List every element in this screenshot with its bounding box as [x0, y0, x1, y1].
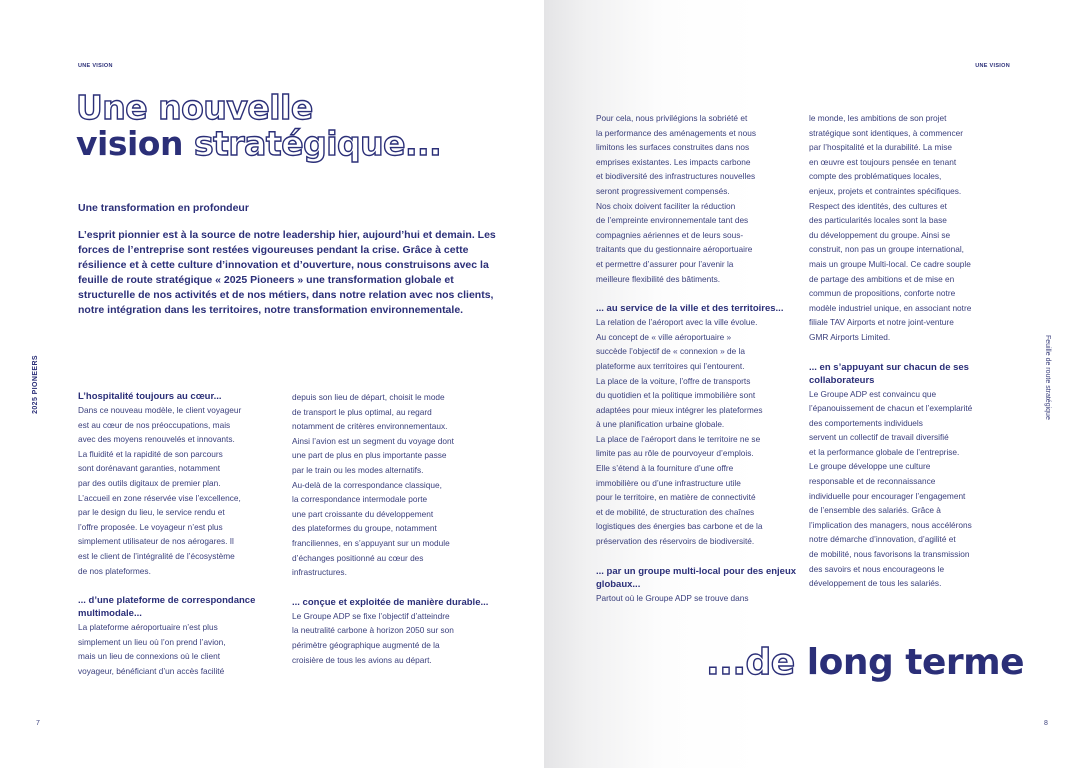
paragraph-multi-local: Partout où le Groupe ADP se trouve dans — [596, 592, 749, 603]
heading-durable: ... conçue et exploitée de manière durable... — [292, 596, 489, 608]
heading-territoires: ... au service de la ville et des territoires... — [596, 303, 784, 315]
section-tag: UNE VISION — [78, 63, 113, 69]
title-outline-word: stratégique... — [193, 124, 442, 163]
section-tag: UNE VISION — [975, 63, 1010, 69]
heading-collaborateurs: ... en s’appuyant sur chacun de ses collaborateurs — [809, 361, 969, 386]
intro-paragraph: L’esprit pionnier est à la source de notre leadership hier, aujourd’hui et demain. Les forces de l’entreprise sont restées vigoureuses pendant la crise. Grâce à cette résilience et à cette culture d’innovation et d’ouverture, nous construisons avec la feuille de route stratégique « 2025 Pioneers » une transformation globale et structurelle de nos activités et de nos métiers, dans notre relation avec nos clients, notre intégration dans les territoires, notre transformation environnementale. — [78, 229, 496, 316]
title-solid-word: vision — [76, 124, 183, 163]
closing-outline-word: ...de — [706, 642, 795, 683]
subtitle: Une transformation en profondeur — [78, 202, 249, 214]
side-label-2025-pioneers: 2025 PIONEERS — [32, 355, 39, 414]
paragraph-multimodale: La plateforme aéroportuaire n’est plus simplement un lieu où l’on prend l’avion, mais un lieu de connexions où le client voyageur, bénéficiant d’un accès facilité — [78, 622, 226, 676]
paragraph-hospitalite: Dans ce nouveau modèle, le client voyageur est au cœur de nos préoccupations, mais avec des moyens renouvelés et innovants. La fluidité et la rapidité de son parcours sont dorénavant garanties, notamment par des outils digitaux de premier plan. L’accueil en zone réservée vise l’excellence, par le design du lieu, le service rendu et l’offre proposée. Le voyageur n’est plus simplement utilisateur de nos aérogares. Il est le client de l’intégralité de l’écosystème de nos plateformes. — [78, 405, 242, 576]
paragraph-sobriete: Pour cela, nous privilégions la sobriété et la performance des aménagements et nous limitons les surfaces construites dans nos emprises existantes. Les impacts carbone et biodiversité des infrastructures nouvelles seront progressivement compensés. Nos choix doivent faciliter la réduction de l’empreinte environnementale tant des compagnies aériennes et de leurs sous- traitants que du gestionnaire aéroportuaire et permettre d’assurer pour l’avenir la meilleure flexibilité des bâtiments. — [596, 113, 757, 284]
heading-hospitalite: L’hospitalité toujours au cœur... — [78, 391, 222, 402]
heading-multimodale: ... d’une plateforme de correspondance multimodale... — [78, 595, 256, 620]
page-number: 8 — [1044, 720, 1048, 727]
paragraph-multi-local-cont: le monde, les ambitions de son projet stratégique sont identiques, à commencer par l’hospitalité et la durabilité. La mise en œuvre est toujours pensée en tenant compte des problématiques locales, enjeux, projets et contraintes spécifiques. Respect des identités, des cultures et des particularités locales sont la base du développement du groupe. Ainsi se construit, non pas un groupe international, mais un groupe Multi-local. Ce cadre souple de partage des ambitions et de mise en commun de propositions, conforte notre modèle industriel unique, en associant notre filiale TAV Airports et notre joint-venture GMR Airports Limited. — [809, 113, 972, 342]
title-line1: Une nouvelle — [76, 88, 313, 127]
heading-multi-local: ... par un groupe multi-local pour des enjeux globaux... — [596, 565, 797, 590]
column-4 — [809, 111, 1019, 591]
column-2 — [292, 390, 512, 667]
page-title — [76, 90, 516, 162]
page-number: 7 — [36, 720, 40, 727]
paragraph-multimodale-cont: depuis son lieu de départ, choisit le mode de transport le plus optimal, au regard notamment de critères environnementaux. Ainsi l’avion est un segment du voyage dont une part de plus en plus importante passe par le train ou les modes alternatifs. Au-delà de la correspondance classique, la correspondance intermodale porte une part croissante du développement des plateformes du groupe, notamment franciliennes, en s’appuyant sur un module d’échanges positionné au cœur des infrastructures. — [292, 392, 454, 578]
closing-solid-words: long terme — [806, 642, 1025, 683]
side-label-feuille-de-route: Feuille de route stratégique — [1044, 335, 1051, 420]
column-3 — [596, 111, 804, 605]
paragraph-durable: Le Groupe ADP se fixe l’objectif d’atteindre la neutralité carbone à horizon 2050 sur son périmètre géographique augmenté de la croisière de tous les avions au départ. — [292, 610, 454, 665]
paragraph-collaborateurs: Le Groupe ADP est convaincu que l’épanouissement de chacun et l’exemplarité des comportements individuels servent un collectif de travail diversifié et la performance globale de l’entreprise. Le groupe développe une culture responsable et de reconnaissance individuelle pour encourager l’engagement de l’ensemble des salariés. Grâce à l’implication des managers, nous accélérons notre démarche d’innovation, d’agilité et de mobilité, nous favorisons la transmission des savoirs et nous encourageons le développement de tous les salariés. — [809, 388, 973, 589]
column-1 — [78, 390, 283, 679]
paragraph-territoires: La relation de l’aéroport avec la ville évolue. Au concept de « ville aéroportuaire » succède l’objectif de « connexion » de la plateforme aux territoires qui l’entourent. La place de la voiture, l’offre de transports du quotidien et la politique immobilière sont adaptées pour mieux intégrer les plateformes à une planification urbaine globale. La place de l’aéroport dans le territoire ne se limite pas au rôle de pourvoyeur d’emplois. Elle s’étend à la fourniture d’une offre immobilière ou d’une infrastructure utile pour le territoire, en matière de connectivité et de mobilité, de structuration des chaînes logistiques des énergies bas carbone et de la préservation des réservoirs de biodiversité. — [596, 317, 763, 547]
closing-title — [706, 642, 1024, 683]
right-page — [544, 0, 1088, 768]
